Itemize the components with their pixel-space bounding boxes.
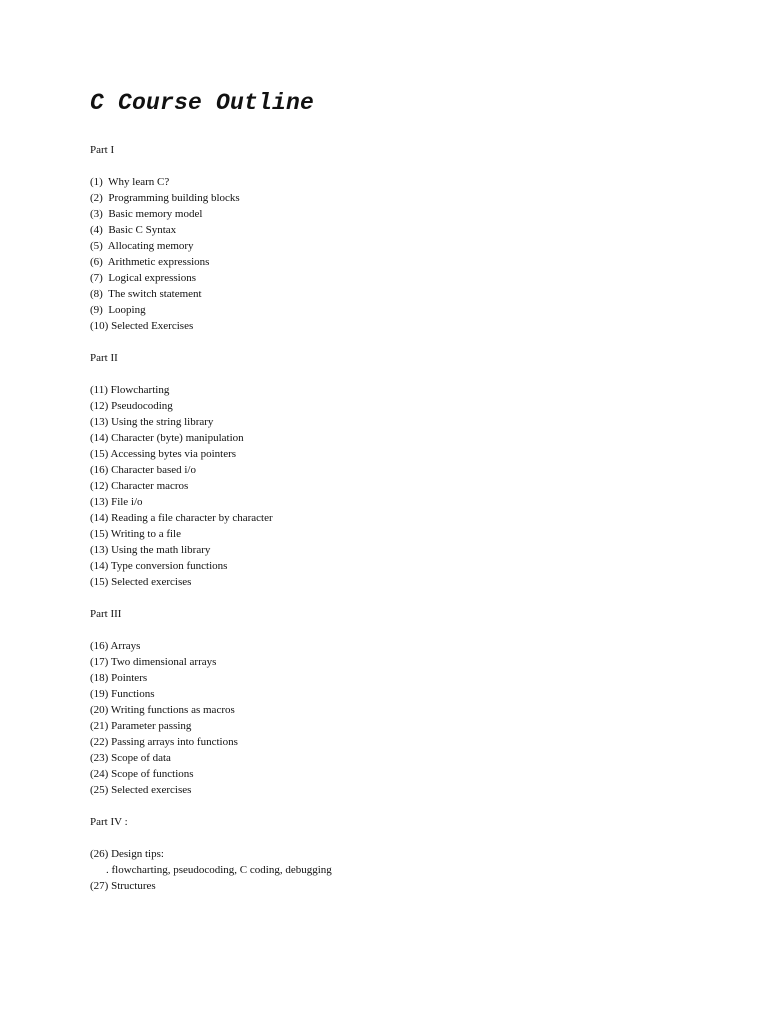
outline-item: (16) Character based i/o (90, 464, 196, 476)
outline-item: (7) Logical expressions (90, 272, 196, 284)
outline-item: (22) Passing arrays into functions (90, 736, 238, 748)
part-1-section (90, 142, 730, 350)
outline-item: (11) Flowcharting (90, 384, 170, 396)
outline-item: (27) Structures (90, 880, 156, 892)
outline-item: (6) Arithmetic expressions (90, 256, 210, 268)
outline-item: (13) File i/o (90, 496, 143, 508)
outline-item: (2) Programming building blocks (90, 192, 240, 204)
spacer (90, 334, 730, 350)
outline-item: (15) Selected exercises (90, 576, 192, 588)
outline-item: (13) Using the math library (90, 544, 211, 556)
part-3-section (90, 606, 730, 814)
part-heading: Part I (90, 144, 115, 156)
document-page (90, 86, 730, 894)
outline-item: (14) Type conversion functions (90, 560, 228, 572)
outline-item: (23) Scope of data (90, 752, 171, 764)
outline-item: (14) Character (byte) manipulation (90, 432, 244, 444)
outline-item: (3) Basic memory model (90, 208, 203, 220)
outline-item: (17) Two dimensional arrays (90, 656, 217, 668)
outline-item: (9) Looping (90, 304, 146, 316)
spacer (90, 830, 730, 846)
spacer (90, 366, 730, 382)
outline-item: (25) Selected exercises (90, 784, 192, 796)
outline-item: (15) Accessing bytes via pointers (90, 448, 237, 460)
part-heading: Part III (90, 608, 122, 620)
part-4-section (90, 814, 730, 894)
spacer (90, 590, 730, 606)
outline-item: (19) Functions (90, 688, 155, 700)
part-heading: Part II (90, 352, 118, 364)
outline-item: (12) Character macros (90, 480, 189, 492)
part-heading: Part IV : (90, 816, 128, 828)
outline-subitem: . flowcharting, pseudocoding, C coding, debugging (106, 864, 332, 876)
outline-item: (13) Using the string library (90, 416, 214, 428)
outline-item: (21) Parameter passing (90, 720, 192, 732)
outline-item: (15) Writing to a file (90, 528, 181, 540)
outline-item: (14) Reading a file character by character (90, 512, 273, 524)
spacer (90, 622, 730, 638)
outline-item: (5) Allocating memory (90, 240, 194, 252)
spacer (90, 798, 730, 814)
outline-item: (24) Scope of functions (90, 768, 194, 780)
outline-item: (18) Pointers (90, 672, 148, 684)
outline-item: (1) Why learn C? (90, 176, 170, 188)
outline-item: (16) Arrays (90, 640, 141, 652)
outline-item: (4) Basic C Syntax (90, 224, 177, 236)
part-2-section (90, 350, 730, 606)
outline-item: (8) The switch statement (90, 288, 202, 300)
spacer (90, 158, 730, 174)
outline-item: (12) Pseudocoding (90, 400, 173, 412)
outline-item: (10) Selected Exercises (90, 320, 194, 332)
outline-item: (20) Writing functions as macros (90, 704, 235, 716)
page-title: C Course Outline (90, 90, 315, 116)
outline-item: (26) Design tips: (90, 848, 164, 860)
